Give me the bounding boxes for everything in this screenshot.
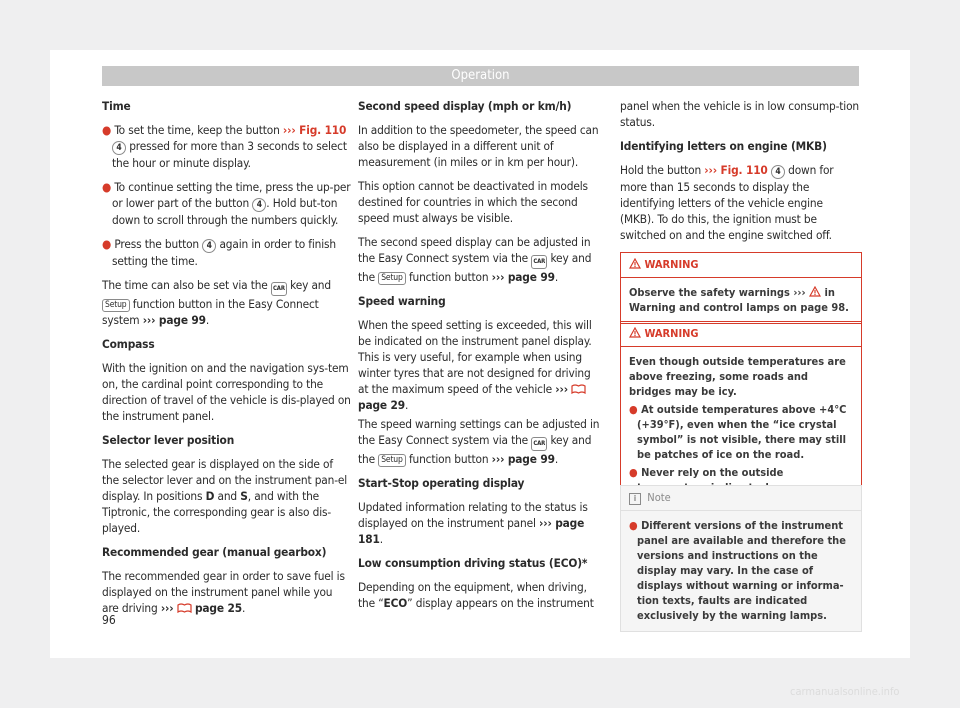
book-icon [177, 603, 192, 613]
car-key-icon: CAR [531, 255, 547, 269]
setup-key: Setup [378, 454, 406, 467]
list-item: ● To set the time, keep the button ››› Fig. 110 4 pressed for more than 3 seconds to select the hour or minute display. [102, 123, 347, 170]
paragraph: Even though outside temperatures are above freezing, some roads and bridges may be icy. [629, 355, 846, 398]
heading-compass: Compass [102, 337, 155, 351]
heading-second-speed: Second speed display (mph or km/h) [358, 99, 572, 113]
heading-speed-warning: Speed warning [358, 294, 446, 308]
heading-recommended-gear: Recommended gear (manual gearbox) [102, 545, 327, 559]
page-link[interactable]: page 25 [194, 601, 242, 615]
paragraph: Depending on the equipment, when driving, the “ECO” display appears on the instrument [358, 580, 594, 610]
list-item: ● At outside temperatures above +4°C (+39°F), even when the “ice crystal symbol” is not visible, there may still be patches of ice on the road. [629, 403, 847, 461]
heading-time: Time [102, 99, 131, 113]
figure-link[interactable]: ››› Fig. 110 [282, 123, 347, 137]
paragraph: The time can also be set via the CAR key and Setup function button in the Easy Connect system ››› page 99. [102, 278, 331, 327]
column-3 [620, 98, 860, 251]
page-number: 96 [102, 613, 116, 627]
note-header: i Note [621, 486, 861, 511]
list-item: ● To continue setting the time, press the up-per or lower part of the button 4 . Hold but-ton down to scroll through the numbers quickly. [102, 180, 351, 227]
page-link[interactable]: ››› page 99 [142, 313, 206, 327]
paragraph: The second speed display can be adjusted in the Easy Connect system via the CAR key and the Setup function button ››› page 99. [358, 235, 592, 284]
page-link[interactable]: ››› page 99 [491, 452, 555, 466]
book-icon [571, 384, 586, 394]
paragraph: This option cannot be deactivated in models destined for countries in which the second speed must always be visible. [358, 179, 588, 225]
column-2 [358, 98, 604, 619]
warning-box: WARNING Observe the safety warnings ››› in Warning and control lamps on page 98. [620, 252, 862, 324]
paragraph: Hold the button ››› Fig. 110 4 down for more than 15 seconds to display the identifying letters of the vehicle engine (MKB). To do this, the ignition must be switched on and the engine switched off. [620, 163, 834, 242]
info-icon: i [629, 493, 641, 505]
setup-key: Setup [102, 299, 130, 312]
paragraph: In addition to the speedometer, the speed can also be displayed in a different unit of measurement (in miles or in km per hour). [358, 123, 599, 169]
car-key-icon: CAR [271, 282, 287, 296]
page-link[interactable]: ››› page 181 [358, 516, 585, 546]
warning-header: WARNING [621, 322, 861, 347]
paragraph: With the ignition on and the navigation sys-tem on, the cardinal point corresponding to the direction of travel of the vehicle is dis-played on the instrument panel. [102, 361, 351, 423]
list-item: ● Different versions of the instrument panel are available and therefore the versions and instructions on the display may vary. In the case of displays without warning or informa-tion texts, faults are indicated exclusively by the warning lamps. [629, 519, 846, 622]
column-1 [102, 98, 352, 624]
paragraph: The speed warning settings can be adjusted in the Easy Connect system via the CAR key and the Setup function button ››› page 99. [358, 417, 600, 466]
button-number-badge: 4 [202, 239, 216, 253]
button-number-badge: 4 [771, 165, 785, 179]
heading-eco: Low consumption driving status (ECO)* [358, 556, 588, 570]
paragraph: Updated information relating to the status is displayed on the instrument panel ››› page 181. [358, 500, 588, 546]
warning-header: WARNING [621, 253, 861, 278]
paragraph: panel when the vehicle is in low consump-tion status. [620, 99, 860, 129]
watermark: carmanualsonline.info [790, 685, 900, 698]
page-link[interactable]: in Warning and control lamps on page 98 [629, 286, 846, 314]
warning-box [620, 321, 862, 504]
bullet: ● [102, 180, 112, 194]
paragraph: The recommended gear in order to save fuel is displayed on the instrument panel while you are driving ››› page 25. [102, 569, 345, 615]
page-link[interactable]: page 29 [358, 398, 405, 412]
button-number-badge: 4 [252, 198, 266, 212]
car-key-icon: CAR [531, 437, 547, 451]
figure-link[interactable]: ››› Fig. 110 [704, 163, 768, 177]
note-box [620, 485, 862, 632]
warning-icon [809, 286, 821, 297]
page-header: Operation [102, 66, 859, 86]
warning-icon [629, 258, 641, 269]
paragraph: When the speed setting is exceeded, this will be indicated on the instrument panel display. This is very useful, for example when using winter tyres that are not designed for driving at the maximum speed of the vehicle ››› page 29. [358, 318, 592, 412]
heading-selector-lever: Selector lever position [102, 433, 235, 447]
warning-icon [629, 327, 641, 338]
setup-key: Setup [378, 272, 406, 285]
paragraph: The selected gear is displayed on the side of the selector lever and on the instrument pan-el display. In positions D and S, and with the Tiptronic, the corresponding gear is also dis-played. [102, 457, 348, 535]
page-link[interactable]: ››› page 99 [491, 270, 555, 284]
bullet: ● [102, 123, 112, 137]
bullet: ● [102, 237, 112, 251]
list-item: ● Press the button 4 again in order to finish setting the time. [102, 237, 336, 268]
button-number-badge: 4 [112, 141, 126, 155]
heading-mkb: Identifying letters on engine (MKB) [620, 139, 827, 153]
heading-start-stop: Start-Stop operating display [358, 476, 525, 490]
list-item: ● Never rely on the outside [629, 466, 784, 479]
